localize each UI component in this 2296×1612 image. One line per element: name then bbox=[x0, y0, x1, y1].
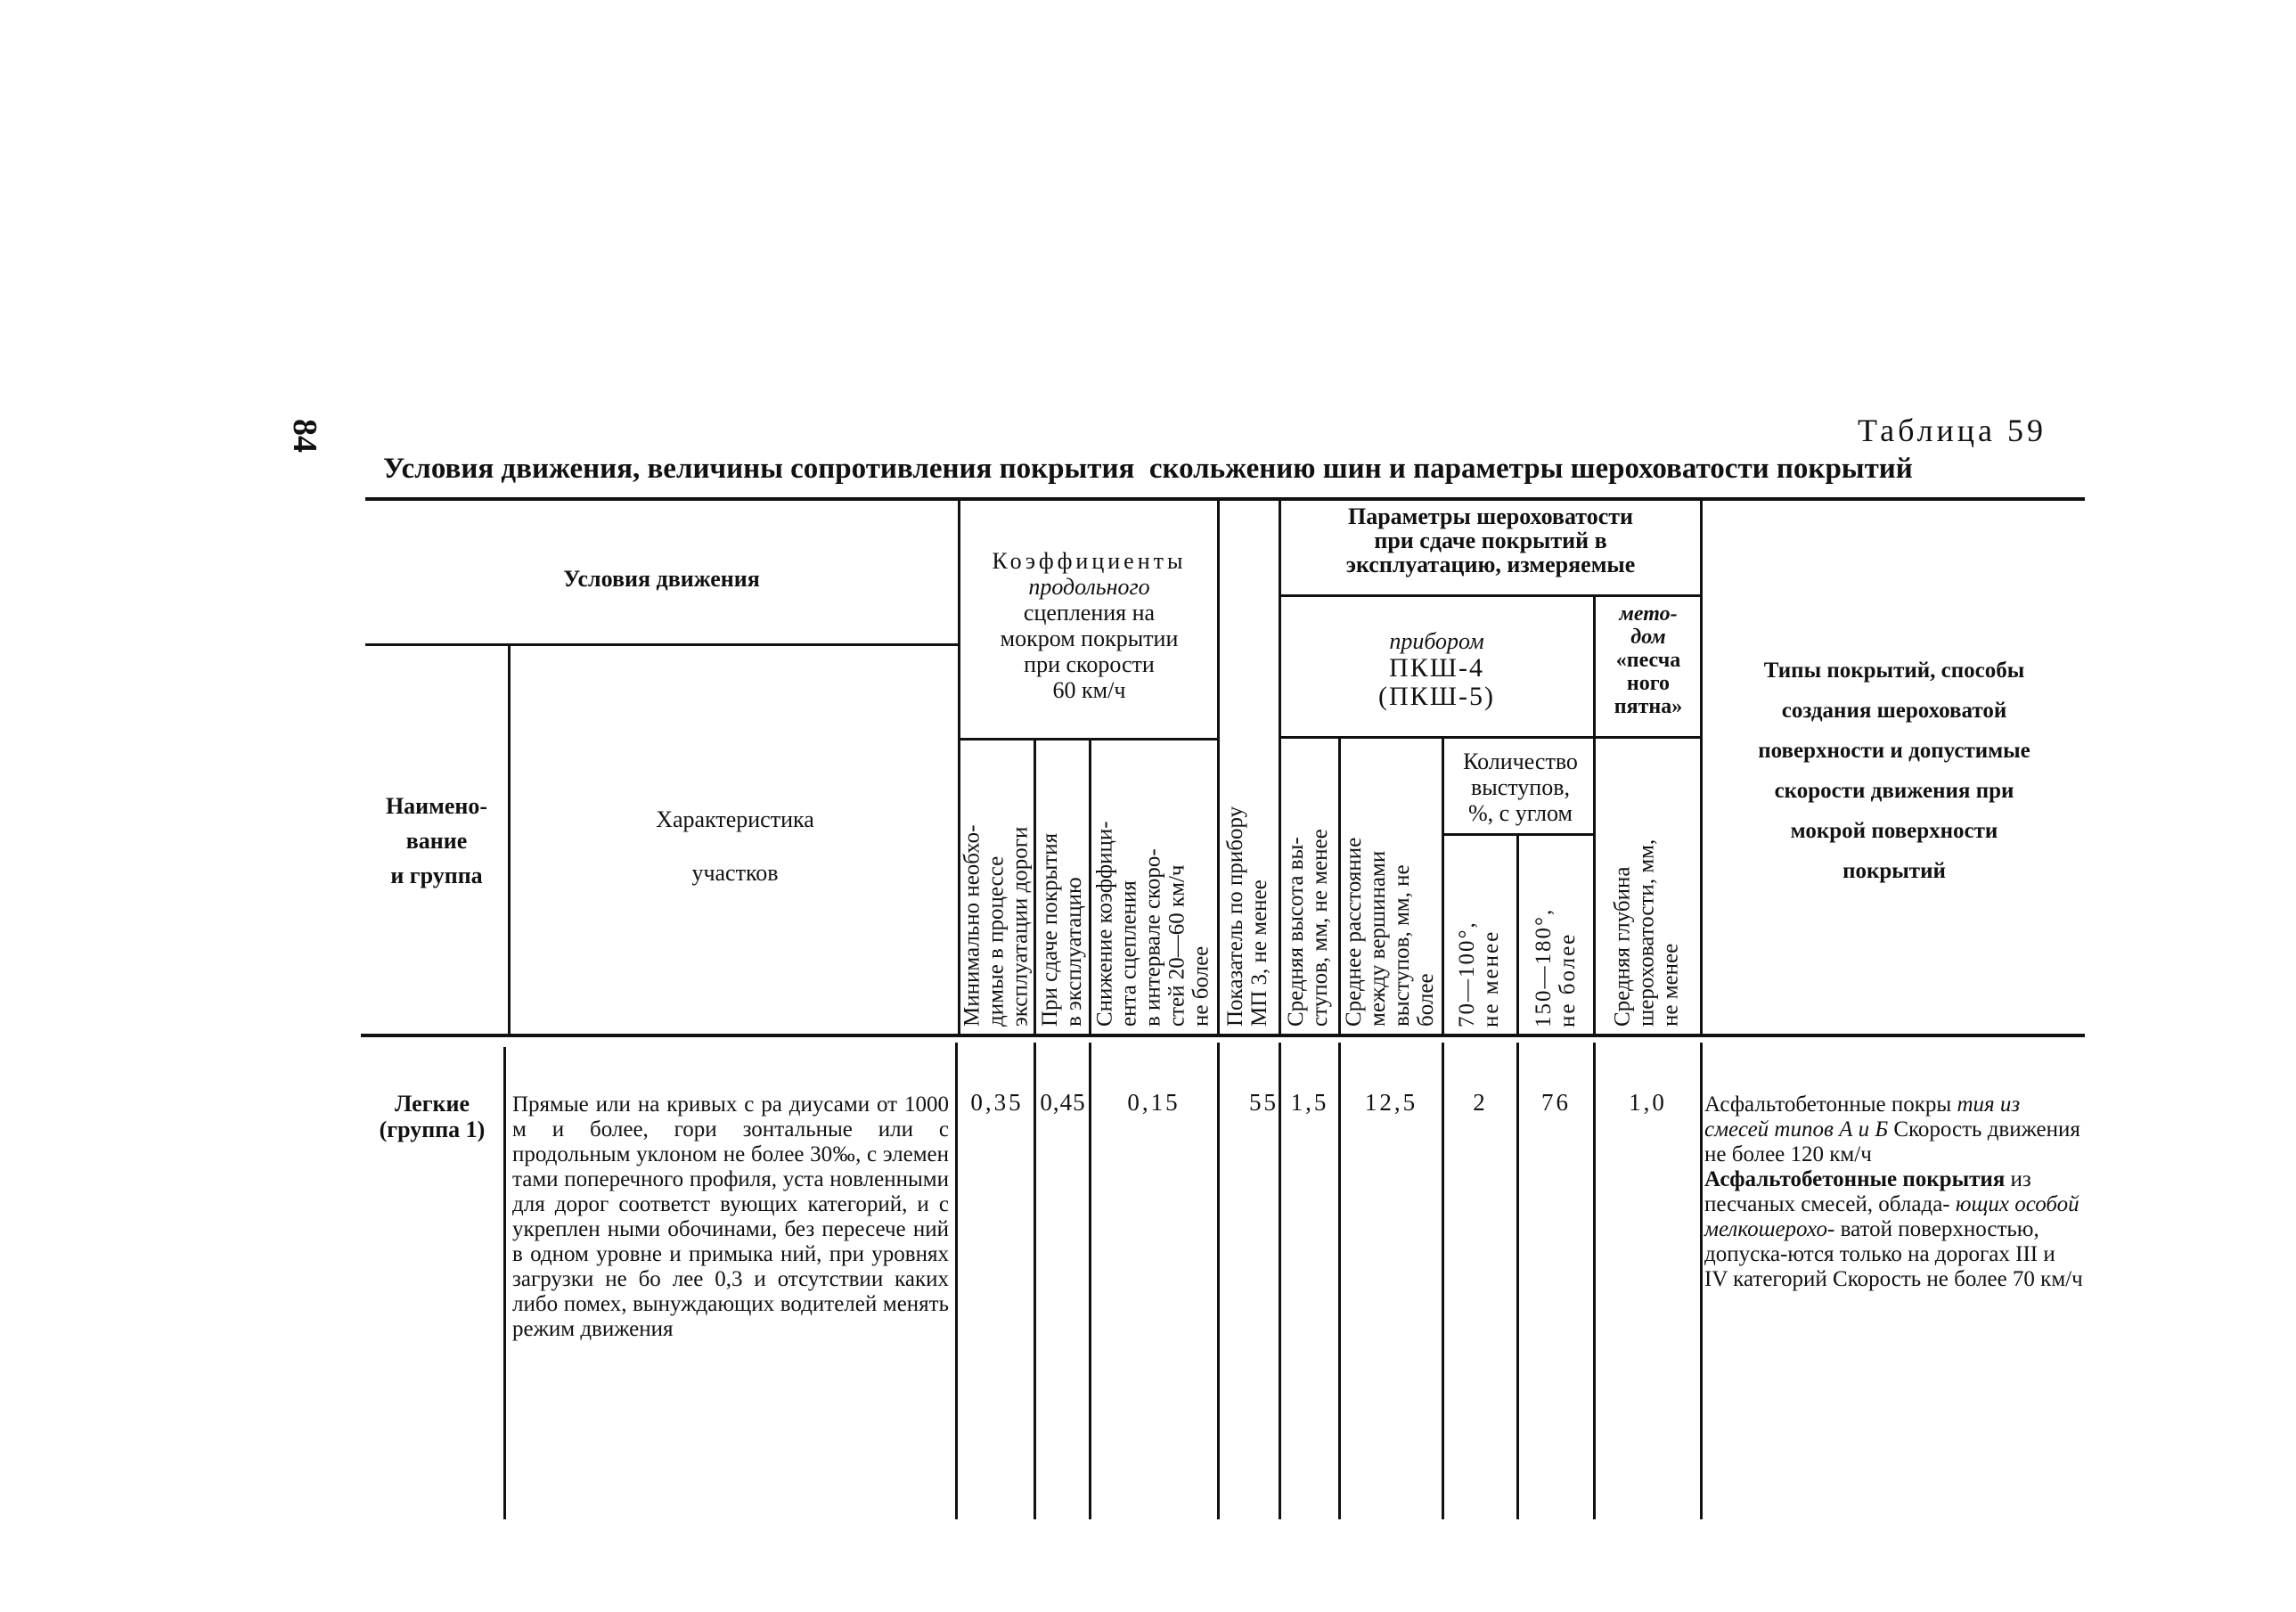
header-mp3: Показатель по прибору МП 3, не менее bbox=[1223, 806, 1271, 1027]
rule-roughness bbox=[1280, 594, 1702, 597]
vline-h-9 bbox=[1516, 835, 1519, 1034]
header-device bbox=[1283, 628, 1590, 711]
header-coeff-title: Коэффициенты bbox=[992, 548, 1187, 574]
row-avg-distance: 12,5 bbox=[1364, 1089, 1418, 1116]
row-pavement-p1-italic: тия из смесей типов А и Б bbox=[1704, 1092, 2021, 1141]
row-coeff-min: 0,35 bbox=[970, 1089, 1024, 1116]
header-characteristic: Характеристика участков bbox=[656, 806, 814, 886]
row-coeff-handover: 0,45 bbox=[1040, 1089, 1086, 1116]
vline-b-11 bbox=[1700, 1043, 1703, 1519]
row-angle-70-100: 2 bbox=[1473, 1089, 1488, 1116]
table-label: Таблица 59 bbox=[1858, 413, 2047, 448]
row-pavement-p2-normal: из песчаных смесей, облада- bbox=[1704, 1167, 2031, 1216]
header-angle-70-100: 70—100°, не менее bbox=[1455, 921, 1503, 1027]
vline-h-8 bbox=[1442, 738, 1444, 1034]
row-avg-height: 1,5 bbox=[1290, 1089, 1329, 1116]
row-pavement-p1-normal: Асфальтобетонные покры bbox=[1704, 1092, 1952, 1117]
header-method bbox=[1596, 602, 1701, 718]
header-pavement-types: Типы покрытий, способы создания шероховатой поверхности и допустимые скорости движения при мокрой поверхности покрытий bbox=[1758, 659, 2030, 883]
header-coeff-rest: сцепления на мокром покрытии при скорости 60 км/ч bbox=[1000, 600, 1179, 703]
header-avg-height: Средняя высота вы- ступов, мм, не менее bbox=[1284, 829, 1332, 1027]
rule-count bbox=[1443, 833, 1595, 836]
header-name-group: Наимено- вание и группа bbox=[385, 793, 488, 888]
vline-h-7 bbox=[1338, 738, 1341, 1034]
rule-header-bottom bbox=[361, 1034, 2085, 1037]
row-mp3: 55 bbox=[1249, 1089, 1279, 1116]
header-coeff-min: Минимально необхо- димые в процессе эксплуатации дороги bbox=[960, 824, 1033, 1027]
row-characteristic: Прямые или на кривых с ра диусами от 1000 м и более, гори зонтальные или с продольным уклоном не более 30‰, с элемен тами поперечного профиля, уста новленными для дорог соответст вующих категорий, и с укреплен ными обочинами, без пересече ний в одном уровне и примыка ний, при уровнях загрузки не бо лее 0,3 и отсутствии каких либо помех, вынуждающих водителей менять режим движения bbox=[512, 1092, 949, 1341]
header-coeff-group bbox=[962, 548, 1216, 703]
row-pavement-p2-rest: ватой поверхностью, допуска-ются только на дорогах III и IV категорий Скорость не более 70 км/ч bbox=[1704, 1217, 2083, 1291]
header-coeff-italic: продольного bbox=[1028, 574, 1150, 600]
rule-device bbox=[1280, 736, 1595, 739]
header-angle-150-180: 150—180°, не более bbox=[1532, 907, 1580, 1027]
vline-h-4 bbox=[1089, 740, 1091, 1034]
header-count-group: Количество выступов, %, с углом bbox=[1463, 749, 1578, 826]
rule-method bbox=[1595, 736, 1702, 739]
header-traffic-conditions: Условия движения bbox=[563, 566, 760, 592]
rule-conditions bbox=[365, 643, 960, 646]
vline-h-3 bbox=[1034, 740, 1036, 1034]
header-coeff-handover: При сдаче покрытия в эксплуатацию bbox=[1038, 832, 1086, 1027]
row-pavement-types bbox=[1704, 1092, 2083, 1292]
header-avg-distance: Среднее расстояние между вершинами выступов, мм, не более bbox=[1342, 837, 1438, 1027]
header-avg-depth: Средняя глубина шероховатости, мм, не менее bbox=[1610, 839, 1683, 1027]
vline-h-5 bbox=[1217, 499, 1220, 1034]
header-method-rest: «песча ного пятна» bbox=[1614, 649, 1683, 718]
header-device-rest: ПКШ-4 (ПКШ-5) bbox=[1378, 653, 1495, 711]
vline-h-11 bbox=[1700, 499, 1703, 1034]
row-pavement-p2-bold: Асфальтобетонные покрытия bbox=[1704, 1167, 2006, 1191]
row-pavement-p2 bbox=[1704, 1167, 2083, 1292]
row-pavement-p1-rest: Скорость движения не более 120 км/ч bbox=[1704, 1117, 2080, 1166]
row-pavement-p2-italic: ющих особой мелкошерохо- bbox=[1704, 1192, 2079, 1241]
row-coeff-decrease: 0,15 bbox=[1127, 1089, 1181, 1116]
row-name: Легкие (группа 1) bbox=[379, 1091, 486, 1142]
row-angle-150-180: 76 bbox=[1541, 1089, 1571, 1116]
vline-b-2 bbox=[955, 1043, 958, 1519]
header-coeff-decrease: Снижение коэффици- ента сцепления в интервале скоро- стей 20—60 км/ч не более bbox=[1092, 821, 1213, 1027]
table-title: Условия движения, величины сопротивления покрытия скольжению шин и параметры шероховатости покрытий bbox=[383, 453, 1913, 485]
rule-top bbox=[365, 497, 2085, 501]
vline-h-6 bbox=[1279, 499, 1281, 1034]
row-avg-depth: 1,0 bbox=[1629, 1089, 1667, 1116]
header-roughness-group: Параметры шероховатости при сдаче покрытий в эксплуатацию, измеряемые bbox=[1345, 503, 1636, 577]
vline-h-1 bbox=[508, 645, 511, 1034]
header-device-italic: прибором bbox=[1389, 628, 1484, 654]
row-pavement-p1 bbox=[1704, 1092, 2083, 1167]
page-number: 84 bbox=[286, 419, 323, 453]
header-method-italic: мето- дом bbox=[1619, 602, 1678, 649]
